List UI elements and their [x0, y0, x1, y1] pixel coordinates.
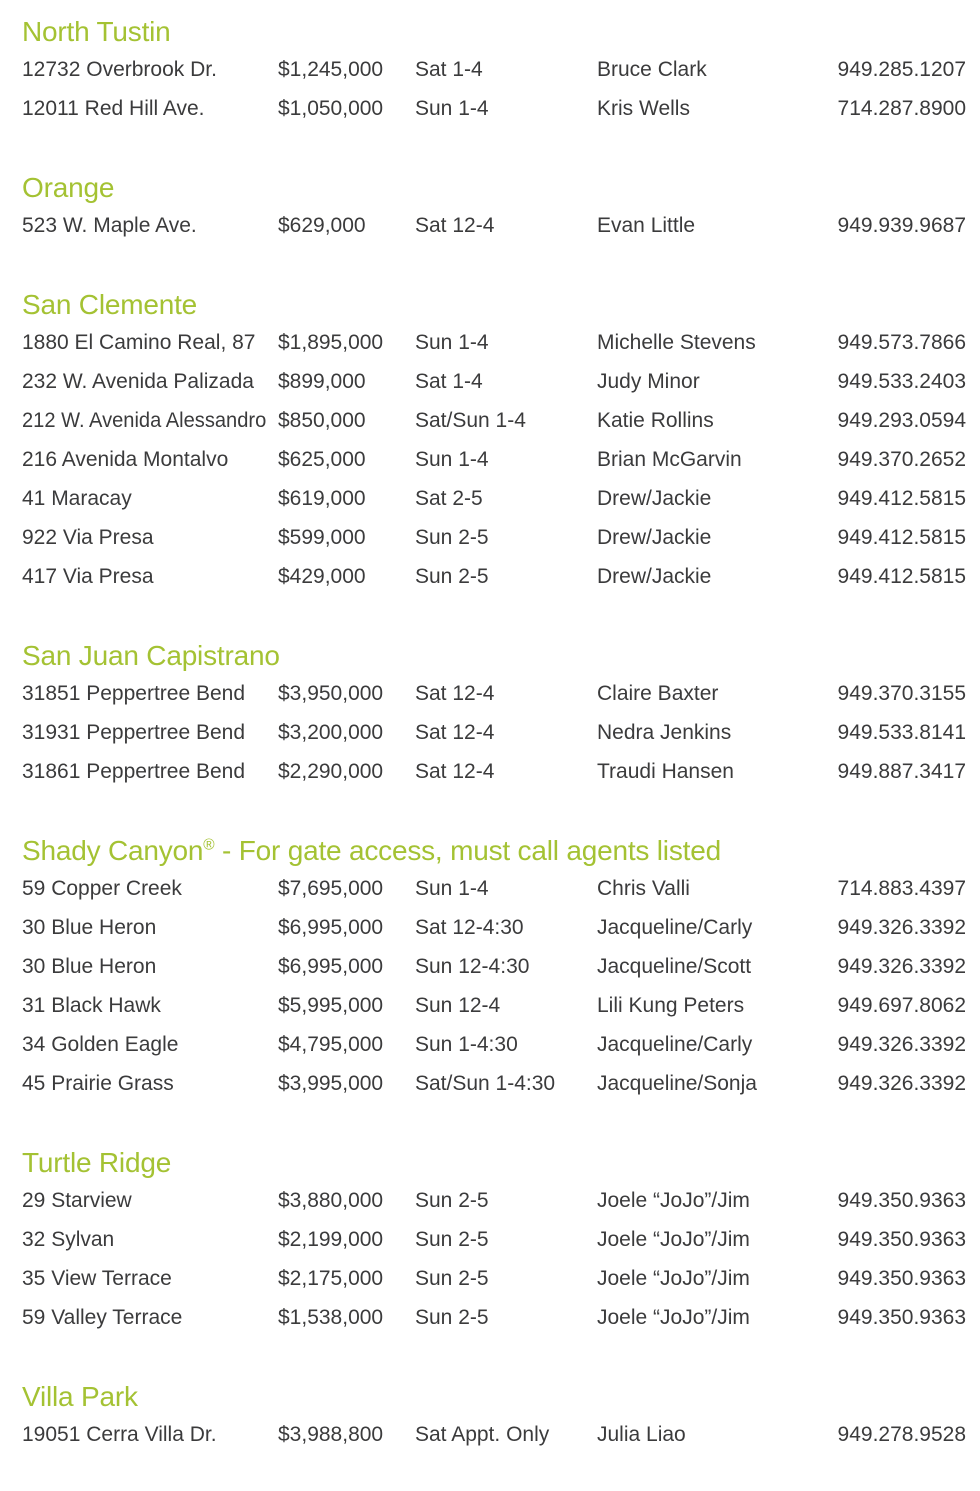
listing-agent: Jacqueline/Carly [597, 1033, 753, 1056]
listing-agent-phone: 949.370.3155 [837, 682, 966, 705]
listing-price: $1,050,000 [278, 97, 384, 120]
listing-agent: Evan Little [597, 214, 696, 237]
listing-agent: Bruce Clark [597, 58, 707, 81]
listing-open-house-time: Sat 12-4 [415, 721, 495, 744]
listing-address: 32 Sylvan [22, 1228, 115, 1251]
listing-price: $899,000 [278, 370, 366, 393]
city-section [22, 170, 966, 245]
listing-address: 31 Black Hawk [22, 994, 161, 1017]
listing-agent-phone: 949.350.9363 [837, 1267, 966, 1290]
listing-address: 216 Avenida Montalvo [22, 448, 229, 471]
listing-agent: Drew/Jackie [597, 565, 712, 588]
listing-agent: Judy Minor [597, 370, 700, 393]
listing-agent-phone: 949.293.0594 [837, 409, 966, 432]
listing-price: $3,200,000 [278, 721, 384, 744]
listing-price: $6,995,000 [278, 916, 384, 939]
listing-agent-phone: 949.533.8141 [837, 721, 966, 744]
listing-agent: Joele “JoJo”/Jim [597, 1189, 750, 1212]
listing-open-house-time: Sat 12-4:30 [415, 916, 524, 939]
listing-price: $4,795,000 [278, 1033, 384, 1056]
listing-row [22, 50, 966, 89]
city-section-title: San Clemente [22, 289, 198, 320]
listing-agent-phone: 949.533.2403 [837, 370, 966, 393]
listing-agent: Nedra Jenkins [597, 721, 732, 744]
listing-address: 12732 Overbrook Dr. [22, 58, 217, 81]
listing-agent: Drew/Jackie [597, 487, 712, 510]
listing-row [22, 1220, 966, 1259]
listing-address: 45 Prairie Grass [22, 1072, 174, 1095]
listing-agent-phone: 949.326.3392 [837, 1072, 966, 1095]
listing-list [22, 1415, 966, 1454]
listing-row [22, 362, 966, 401]
listing-price: $5,995,000 [278, 994, 384, 1017]
city-section-title: Orange [22, 172, 115, 203]
listing-price: $429,000 [278, 565, 366, 588]
listing-agent-phone: 714.883.4397 [837, 877, 966, 900]
listing-row [22, 752, 966, 791]
listing-row [22, 869, 966, 908]
listing-row [22, 206, 966, 245]
listing-row [22, 947, 966, 986]
listing-agent: Lili Kung Peters [597, 994, 745, 1017]
listing-open-house-time: Sat/Sun 1-4:30 [415, 1072, 556, 1095]
listing-agent-phone: 949.370.2652 [837, 448, 966, 471]
city-section-title: Shady Canyon® - For gate access, must call agents listed [22, 835, 721, 866]
listing-agent: Jacqueline/Sonja [597, 1072, 757, 1095]
listing-open-house-time: Sat Appt. Only [415, 1423, 550, 1446]
listing-address: 232 W. Avenida Palizada [22, 370, 254, 393]
listing-price: $3,950,000 [278, 682, 384, 705]
listing-open-house-time: Sun 12-4:30 [415, 955, 530, 978]
listing-price: $629,000 [278, 214, 366, 237]
listing-row [22, 557, 966, 596]
listing-agent-phone: 949.278.9528 [837, 1423, 966, 1446]
listing-address: 523 W. Maple Ave. [22, 214, 197, 237]
listing-agent-phone: 949.939.9687 [837, 214, 966, 237]
listing-list [22, 674, 966, 791]
listing-open-house-time: Sun 1-4 [415, 97, 489, 120]
listing-address: 19051 Cerra Villa Dr. [22, 1423, 217, 1446]
listing-agent: Jacqueline/Scott [597, 955, 752, 978]
listing-price: $2,290,000 [278, 760, 384, 783]
listing-address: 1880 El Camino Real, 87 [22, 331, 256, 354]
listing-address: 12011 Red Hill Ave. [22, 97, 205, 120]
listing-agent: Claire Baxter [597, 682, 719, 705]
city-section-title: San Juan Capistrano [22, 640, 280, 671]
listing-agent: Drew/Jackie [597, 526, 712, 549]
listing-open-house-time: Sun 2-5 [415, 1306, 489, 1329]
listing-open-house-time: Sat 1-4 [415, 370, 483, 393]
listing-address: 212 W. Avenida Alessandro [22, 409, 267, 432]
city-section [22, 287, 966, 596]
listing-agent-phone: 949.887.3417 [837, 760, 966, 783]
city-section-title: Turtle Ridge [22, 1147, 172, 1178]
listing-row [22, 1415, 966, 1454]
listing-address: 59 Valley Terrace [22, 1306, 183, 1329]
city-section-title: Villa Park [22, 1381, 138, 1412]
listing-open-house-time: Sun 2-5 [415, 1267, 489, 1290]
listing-price: $7,695,000 [278, 877, 384, 900]
listing-row [22, 1259, 966, 1298]
listing-list [22, 323, 966, 596]
listing-agent: Jacqueline/Carly [597, 916, 753, 939]
listing-open-house-time: Sun 1-4 [415, 877, 489, 900]
listing-agent-phone: 949.326.3392 [837, 1033, 966, 1056]
listing-agent-phone: 949.697.8062 [837, 994, 966, 1017]
listing-open-house-time: Sun 2-5 [415, 526, 489, 549]
listing-agent-phone: 949.326.3392 [837, 916, 966, 939]
listing-price: $6,995,000 [278, 955, 384, 978]
listing-agent-phone: 714.287.8900 [837, 97, 966, 120]
listing-agent: Joele “JoJo”/Jim [597, 1228, 750, 1251]
listing-row [22, 1298, 966, 1337]
listing-address: 30 Blue Heron [22, 916, 157, 939]
listing-price: $1,895,000 [278, 331, 384, 354]
listing-row [22, 518, 966, 557]
listing-address: 922 Via Presa [22, 526, 154, 549]
listing-agent-phone: 949.412.5815 [837, 487, 966, 510]
city-section [22, 1145, 966, 1337]
listing-row [22, 401, 966, 440]
listing-agent: Michelle Stevens [597, 331, 756, 354]
listing-price: $850,000 [278, 409, 366, 432]
listing-agent-phone: 949.326.3392 [837, 955, 966, 978]
listing-address: 41 Maracay [22, 487, 132, 510]
listing-price: $3,995,000 [278, 1072, 384, 1095]
listing-row [22, 674, 966, 713]
listing-agent: Joele “JoJo”/Jim [597, 1306, 750, 1329]
listing-price: $625,000 [278, 448, 366, 471]
listing-list [22, 1181, 966, 1337]
listing-open-house-time: Sun 12-4 [415, 994, 501, 1017]
listing-agent: Chris Valli [597, 877, 690, 900]
listing-price: $3,988,800 [278, 1423, 384, 1446]
listing-row [22, 986, 966, 1025]
listing-agent-phone: 949.350.9363 [837, 1189, 966, 1212]
listing-list [22, 50, 966, 128]
city-section [22, 833, 966, 1103]
listing-row [22, 908, 966, 947]
listing-list [22, 206, 966, 245]
listing-row [22, 479, 966, 518]
listing-row [22, 440, 966, 479]
listing-open-house-time: Sun 1-4 [415, 331, 489, 354]
listing-open-house-time: Sat 1-4 [415, 58, 483, 81]
listing-address: 35 View Terrace [22, 1267, 172, 1290]
city-section-title: North Tustin [22, 16, 171, 47]
listing-price: $619,000 [278, 487, 366, 510]
listing-price: $2,175,000 [278, 1267, 384, 1290]
listing-price: $3,880,000 [278, 1189, 384, 1212]
listing-agent: Kris Wells [597, 97, 690, 120]
listing-agent: Brian McGarvin [597, 448, 742, 471]
listing-price: $1,538,000 [278, 1306, 384, 1329]
listing-row [22, 89, 966, 128]
listing-open-house-time: Sun 1-4 [415, 448, 489, 471]
listing-address: 59 Copper Creek [22, 877, 182, 900]
listing-row [22, 1064, 966, 1103]
listing-agent-phone: 949.350.9363 [837, 1306, 966, 1329]
listing-open-house-time: Sun 2-5 [415, 1228, 489, 1251]
listing-agent-phone: 949.285.1207 [837, 58, 966, 81]
listing-price: $2,199,000 [278, 1228, 384, 1251]
listing-agent-phone: 949.573.7866 [837, 331, 966, 354]
listing-open-house-time: Sat 12-4 [415, 682, 495, 705]
listing-agent: Joele “JoJo”/Jim [597, 1267, 750, 1290]
listing-price: $1,245,000 [278, 58, 384, 81]
listing-address: 29 Starview [22, 1189, 132, 1212]
listing-open-house-time: Sat 12-4 [415, 760, 495, 783]
listing-agent-phone: 949.412.5815 [837, 565, 966, 588]
listing-open-house-time: Sat/Sun 1-4 [415, 409, 526, 432]
listing-agent: Katie Rollins [597, 409, 714, 432]
listing-address: 31931 Peppertree Bend [22, 721, 246, 744]
listing-list [22, 869, 966, 1103]
listing-open-house-time: Sun 2-5 [415, 565, 489, 588]
listing-address: 417 Via Presa [22, 565, 154, 588]
city-section [22, 1379, 966, 1454]
listing-row [22, 713, 966, 752]
listing-agent-phone: 949.412.5815 [837, 526, 966, 549]
listing-agent: Julia Liao [597, 1423, 686, 1446]
listing-open-house-time: Sun 2-5 [415, 1189, 489, 1212]
listing-agent: Traudi Hansen [597, 760, 734, 783]
listing-open-house-time: Sat 12-4 [415, 214, 495, 237]
city-section [22, 14, 966, 128]
listing-address: 31861 Peppertree Bend [22, 760, 246, 783]
listing-address: 31851 Peppertree Bend [22, 682, 246, 705]
city-section [22, 638, 966, 791]
listing-price: $599,000 [278, 526, 366, 549]
listing-address: 30 Blue Heron [22, 955, 157, 978]
listing-address: 34 Golden Eagle [22, 1033, 179, 1056]
listing-row [22, 1025, 966, 1064]
listing-open-house-time: Sun 1-4:30 [415, 1033, 518, 1056]
listing-row [22, 1181, 966, 1220]
listing-open-house-time: Sat 2-5 [415, 487, 483, 510]
listing-row [22, 323, 966, 362]
listing-agent-phone: 949.350.9363 [837, 1228, 966, 1251]
